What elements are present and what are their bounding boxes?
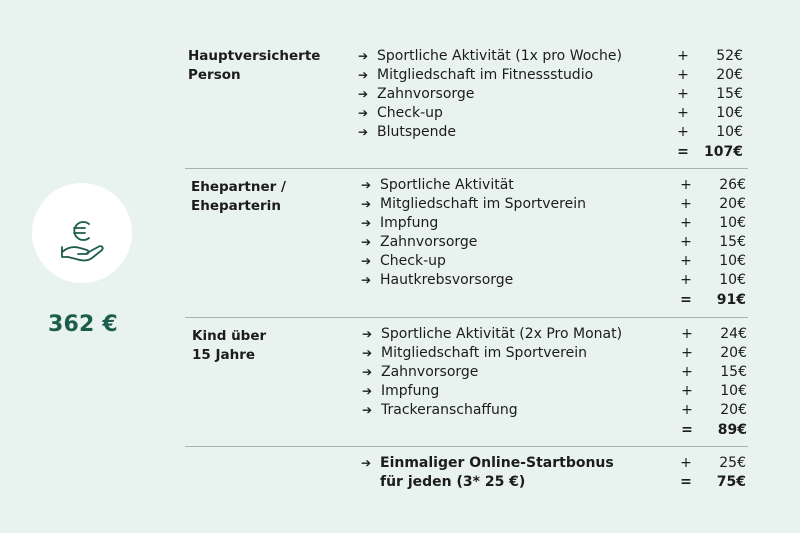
- item-label: Mitgliedschaft im Sportverein: [381, 345, 587, 361]
- arrow-right-icon: ➔: [358, 125, 369, 139]
- item-operator: +: [681, 364, 693, 380]
- item-operator: +: [677, 124, 689, 140]
- item-label: Mitgliedschaft im Fitnessstudio: [377, 67, 594, 83]
- arrow-right-icon: ➔: [362, 346, 373, 360]
- item-operator: +: [680, 234, 692, 250]
- item-operator: +: [680, 177, 692, 193]
- item-label: Zahnvorsorge: [380, 234, 478, 250]
- item-operator: +: [681, 383, 693, 399]
- item-amount: 10€: [716, 105, 743, 121]
- item-label: Check-up: [380, 253, 446, 269]
- sum-operator: =: [681, 422, 693, 438]
- item-label: für jeden (3* 25 €): [380, 474, 526, 490]
- arrow-right-icon: ➔: [361, 254, 372, 268]
- item-operator: +: [680, 196, 692, 212]
- item-label: Sportliche Aktivität (2x Pro Monat): [381, 326, 623, 342]
- sum-amount: 89€: [717, 422, 747, 438]
- item-label: Sportliche Aktivität: [380, 177, 514, 193]
- item-amount: 26€: [719, 177, 746, 193]
- divider: [185, 446, 748, 447]
- item-operator: +: [677, 48, 689, 64]
- item-amount: 15€: [720, 364, 747, 380]
- arrow-right-icon: ➔: [361, 273, 372, 287]
- arrow-right-icon: ➔: [361, 216, 372, 230]
- item-label: Impfung: [380, 215, 439, 231]
- item-label: Check-up: [377, 105, 443, 121]
- arrow-right-icon: ➔: [358, 87, 369, 101]
- item-operator: +: [680, 215, 692, 231]
- item-label: Mitgliedschaft im Sportverein: [380, 196, 586, 212]
- item-amount: 10€: [719, 272, 746, 288]
- arrow-right-icon: ➔: [361, 197, 372, 211]
- section-title: Hauptversicherte Person: [188, 48, 321, 83]
- section-title: Ehepartner / Eheparterin: [191, 179, 286, 214]
- divider: [185, 317, 748, 318]
- section-title: Kind über 15 Jahre: [192, 328, 267, 363]
- sum-amount: 75€: [716, 474, 746, 490]
- item-label: Sportliche Aktivität (1x pro Woche): [377, 48, 622, 64]
- sum-amount: 107€: [704, 144, 743, 160]
- item-label: Impfung: [381, 383, 440, 399]
- item-operator: +: [681, 402, 693, 418]
- item-amount: 52€: [716, 48, 743, 64]
- divider: [185, 168, 748, 169]
- total-amount: 362 €: [48, 312, 118, 337]
- item-operator: +: [681, 326, 693, 342]
- arrow-right-icon: ➔: [362, 384, 373, 398]
- sum-amount: 91€: [716, 292, 746, 308]
- item-amount: 10€: [719, 253, 746, 269]
- item-operator: +: [681, 345, 693, 361]
- item-operator: +: [680, 253, 692, 269]
- item-amount: 15€: [719, 234, 746, 250]
- item-amount: 20€: [719, 196, 746, 212]
- item-amount: 20€: [720, 345, 747, 361]
- item-amount: 24€: [720, 326, 747, 342]
- arrow-right-icon: ➔: [361, 456, 372, 470]
- arrow-right-icon: ➔: [358, 68, 369, 82]
- sum-operator: =: [677, 144, 689, 160]
- item-operator: +: [677, 86, 689, 102]
- arrow-right-icon: ➔: [361, 178, 372, 192]
- item-label: Einmaliger Online-Startbonus: [380, 455, 614, 471]
- sum-operator: =: [680, 474, 692, 490]
- item-operator: +: [677, 67, 689, 83]
- item-amount: 10€: [720, 383, 747, 399]
- item-amount: 20€: [716, 67, 743, 83]
- item-label: Zahnvorsorge: [377, 86, 475, 102]
- arrow-right-icon: ➔: [358, 106, 369, 120]
- sum-operator: =: [680, 292, 692, 308]
- euro-hand-icon: [32, 183, 132, 283]
- arrow-right-icon: ➔: [362, 403, 373, 417]
- arrow-right-icon: ➔: [358, 49, 369, 63]
- item-label: Trackeranschaffung: [381, 402, 518, 418]
- item-amount: 15€: [716, 86, 743, 102]
- arrow-right-icon: ➔: [362, 327, 373, 341]
- item-amount: 10€: [719, 215, 746, 231]
- item-operator: +: [680, 272, 692, 288]
- item-amount: 25€: [719, 455, 746, 471]
- arrow-right-icon: ➔: [361, 235, 372, 249]
- item-operator: +: [677, 105, 689, 121]
- arrow-right-icon: ➔: [362, 365, 373, 379]
- item-label: Zahnvorsorge: [381, 364, 479, 380]
- item-label: Hautkrebsvorsorge: [380, 272, 514, 288]
- item-operator: +: [680, 455, 692, 471]
- item-label: Blutspende: [377, 124, 457, 140]
- item-amount: 20€: [720, 402, 747, 418]
- item-amount: 10€: [716, 124, 743, 140]
